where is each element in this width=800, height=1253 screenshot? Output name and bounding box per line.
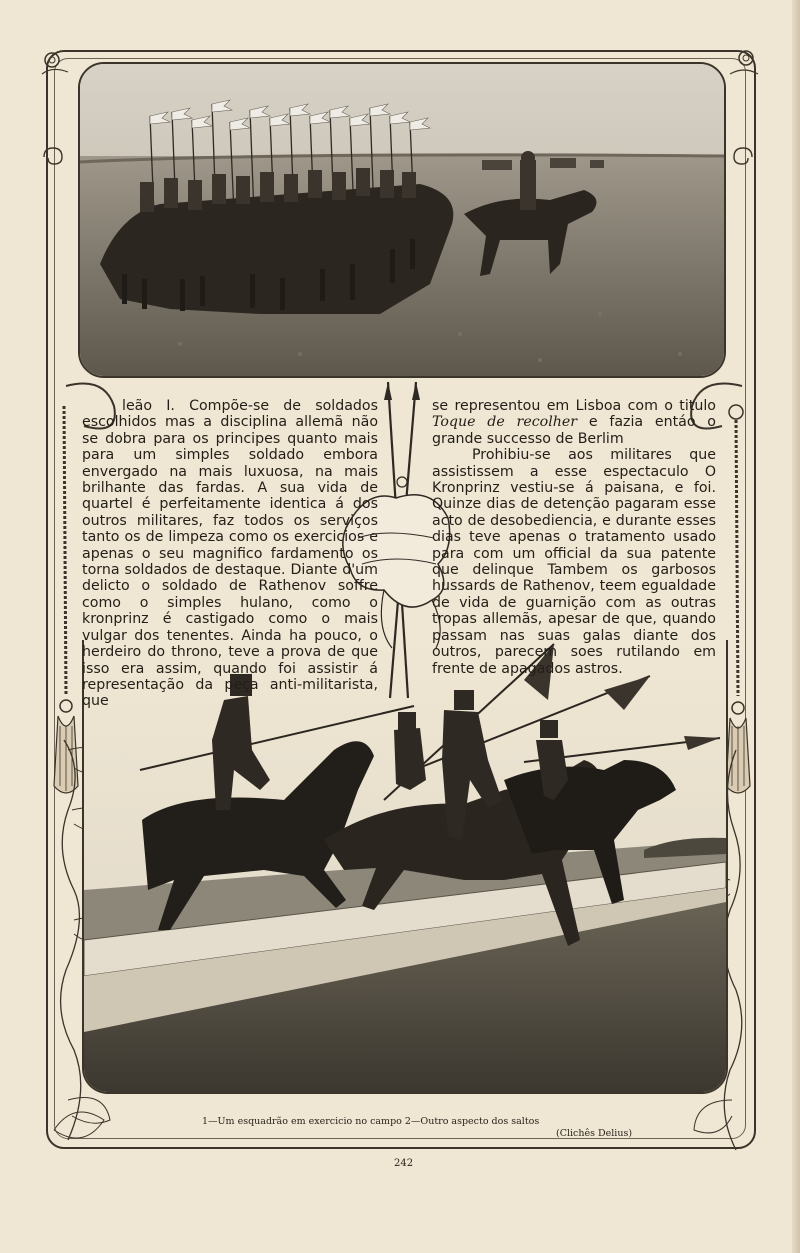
side-scroll-right xyxy=(728,142,758,172)
corner-flourish-top-right xyxy=(726,44,762,84)
photo-caption: 1—Um esquadrão em exercicio no campo 2—Outro aspecto dos saltos xyxy=(202,1116,540,1127)
text-column-right xyxy=(432,398,716,677)
page-number: 242 xyxy=(394,1158,414,1169)
play-title: Toque de recolher xyxy=(432,414,578,431)
page-edge xyxy=(792,0,800,1253)
side-scroll-left xyxy=(38,142,68,172)
corner-flourish-top-left xyxy=(38,44,78,84)
photo-credit: (Clichês Delius) xyxy=(556,1128,633,1139)
text-column-left xyxy=(82,398,378,710)
text-run: se representou em Lisboa com o titulo xyxy=(432,398,716,414)
paragraph xyxy=(432,398,716,447)
paragraph: Prohibiu-se aos militares que assistissem a esse espectaculo O Kronprinz vestiu-se á paisana, e foi. Quinze dias de detenção pagaram esse acto de desobediencia, e durante esses dias teve apenas o tratamento usado para com um official da sua patente que delinque Tambem os garbosos hussards de Rathenov, teem egualdade de vida de guarnição com as outras tropas allemãs, apesar de que, quando passam nas suas galas diante dos outros, parecem soes rutilando em frente de apagados astros. xyxy=(432,447,716,677)
text-run: e fazia entáo o grande successo de Berlim xyxy=(432,414,716,447)
paragraph: leão I. Compõe-se de soldados escolhidos mas a disciplina allemã não se dobra para os principes quanto mais para um simples soldado embora envergado na mais luxuosa, na mais brilhante das fardas. A sua vida de quartel é perfeitamente identica á dos outros militares, faz todos os serviços tanto os de limpeza como os exercicios e apenas o seu magnifico fardamento os torna soldados de destaque. Diante d'um delicto o soldado de Rathenov soffre como o simples hulano, como o kronprinz é castigado como o mais vulgar dos tenentes. Ainda ha pouco, o herdeiro do throno, teve a prova de que isso era assim, quando foi assistir á representação da peça anti-militarista, que xyxy=(82,398,378,710)
photo-squadron-exercise xyxy=(78,62,726,378)
